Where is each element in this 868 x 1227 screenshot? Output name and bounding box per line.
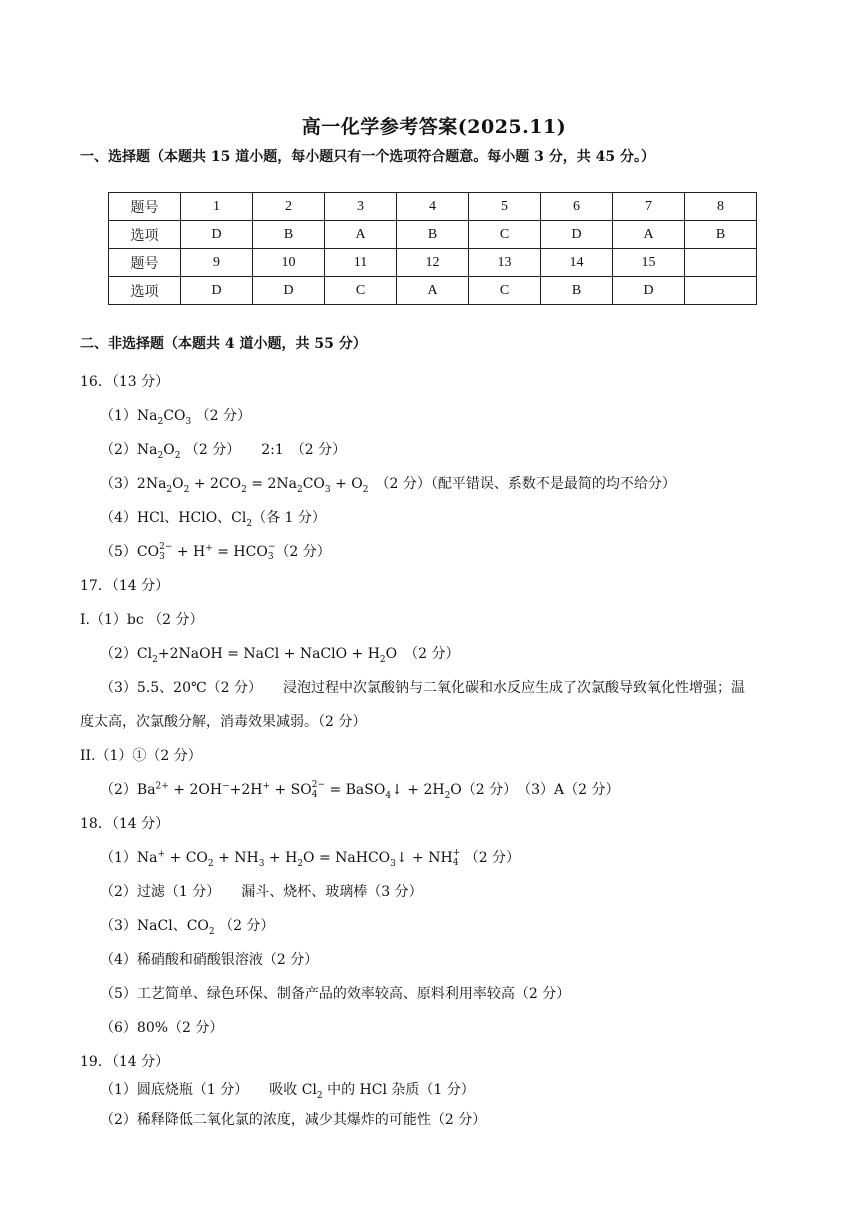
- table-cell: D: [181, 221, 253, 249]
- table-cell: 12: [397, 249, 469, 277]
- q17-I-answer-3-continued: 度太高，次氯酸分解，消毒效果减弱。（2 分）: [80, 714, 367, 730]
- q18-answer-2: （2）过滤（1 分） 漏斗、烧杯、玻璃棒（3 分）: [100, 884, 423, 900]
- section-1-heading: 一、选择题（本题共 15 道小题，每小题只有一个选项符合题意。每小题 3 分，共 45 分。）: [80, 149, 655, 165]
- q17-part-II: II.（1）①（2 分）: [80, 748, 202, 764]
- q19-answer-2: （2）稀释降低二氧化氯的浓度，减少其爆炸的可能性（2 分）: [100, 1112, 487, 1128]
- q18-answer-1: $(1)Na^+ + CO_2 + NH_3 + H_2O$ = NaHCO$_3$↓ + NH + 4 （2 分）: [100, 848, 521, 869]
- table-cell: B: [685, 221, 757, 249]
- table-cell: 选项: [109, 277, 181, 305]
- table-cell: D: [541, 221, 613, 249]
- table-row: [109, 193, 757, 221]
- table-cell: 1: [181, 193, 253, 221]
- table-cell: A: [613, 221, 685, 249]
- table-cell: D: [181, 277, 253, 305]
- q16-answer-3: $(3)2Na_2O_2 + 2CO_2 = 2Na_2CO_3 + O_2$ （2 分）（配平错误、系数不是最简的均不给分）: [100, 476, 676, 495]
- q17-I-answer-2: $(2)Cl_2+2NaOH$ = NaCl + NaClO + $H_2O$ （2 分）: [100, 646, 460, 665]
- q17-part-I: I.（1）bc （2 分）: [80, 612, 204, 628]
- table-cell: 14: [541, 249, 613, 277]
- table-cell: B: [397, 221, 469, 249]
- table-cell: B: [253, 221, 325, 249]
- q16-answer-1: $(1)Na_2CO_3$ （2 分）: [100, 408, 251, 427]
- table-cell: [685, 277, 757, 305]
- q16-answer-4: （4）HCl、HClO、$Cl_2$（各 1 分）: [100, 510, 326, 529]
- table-cell: 7: [613, 193, 685, 221]
- q18-answer-4: （4）稀硝酸和硝酸银溶液（2 分）: [100, 952, 319, 968]
- table-cell: 9: [181, 249, 253, 277]
- q19-answer-1: （1）圆底烧瓶（1 分） 吸收 $Cl_2$ 中的 HCl 杂质（1 分）: [100, 1082, 475, 1101]
- table-cell: A: [325, 221, 397, 249]
- table-cell: 题号: [109, 249, 181, 277]
- q18-answer-6: （6）80%（2 分）: [100, 1020, 224, 1036]
- table-cell: 3: [325, 193, 397, 221]
- table-cell: 题号: [109, 193, 181, 221]
- table-row: [109, 221, 757, 249]
- table-cell: 10: [253, 249, 325, 277]
- q17-II-answer-2: $(2)Ba^{2+} + 2OH^-+2H^+$ + SO 2− 4 = BaSO$_4$↓ + $2H_2O(2$ 分） （3）A（2 分）: [100, 780, 620, 801]
- table-cell: C: [469, 277, 541, 305]
- table-cell: 2: [253, 193, 325, 221]
- question-18-heading: 18．（14 分）: [80, 816, 170, 832]
- table-cell: 5: [469, 193, 541, 221]
- section-2-heading: 二、非选择题（本题共 4 道小题，共 55 分）: [80, 336, 367, 352]
- q16-answer-2: $(2)Na_2O_2$ （2 分） 2:1 （2 分）: [100, 442, 347, 461]
- table-cell: 15: [613, 249, 685, 277]
- table-cell: A: [397, 277, 469, 305]
- table-cell: 6: [541, 193, 613, 221]
- question-17-heading: 17．（14 分）: [80, 578, 170, 594]
- table-cell: 4: [397, 193, 469, 221]
- table-cell: [685, 249, 757, 277]
- table-cell: 8: [685, 193, 757, 221]
- table-cell: B: [541, 277, 613, 305]
- question-19-heading: 19．（14 分）: [80, 1054, 170, 1070]
- table-cell: 选项: [109, 221, 181, 249]
- table-cell: 11: [325, 249, 397, 277]
- question-16-heading: 16．（13 分）: [80, 374, 170, 390]
- answer-table: [108, 192, 757, 305]
- page-title: 高一化学参考答案(2025.11): [301, 116, 567, 138]
- table-cell: C: [469, 221, 541, 249]
- table-cell: D: [613, 277, 685, 305]
- table-row: [109, 277, 757, 305]
- table-row: [109, 249, 757, 277]
- q16-answer-5: （5）CO 2− 3 + H+ = HCO − 3 （2 分）: [100, 542, 331, 562]
- q18-answer-5: （5）工艺简单、绿色环保、制备产品的效率较高、原料利用率较高（2 分）: [100, 986, 571, 1002]
- q18-answer-3: （3）NaCl、$CO_2$ （2 分）: [100, 918, 275, 937]
- q17-I-answer-3: （3）5.5、20℃（2 分） 浸泡过程中次氯酸钠与二氧化碳和水反应生成了次氯酸导致氧化性增强；温: [100, 680, 746, 696]
- table-cell: 13: [469, 249, 541, 277]
- table-cell: D: [253, 277, 325, 305]
- table-cell: C: [325, 277, 397, 305]
